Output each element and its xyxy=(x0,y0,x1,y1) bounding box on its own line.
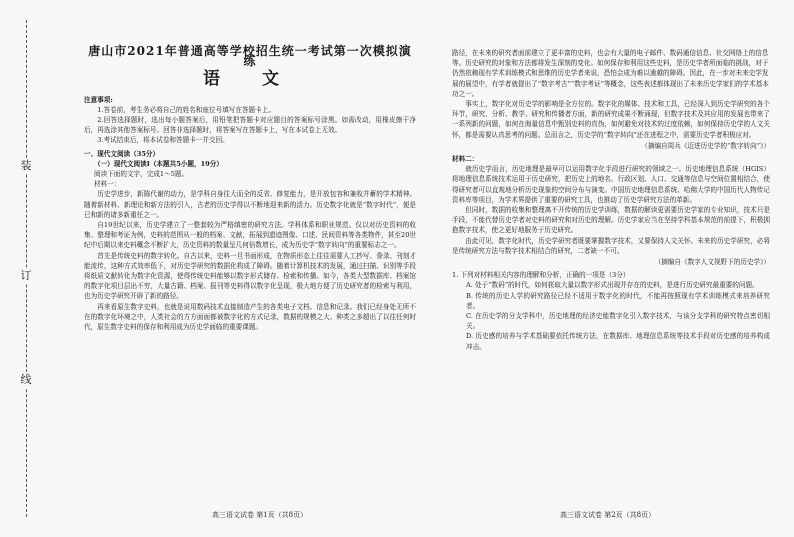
binding-mark: 线 xyxy=(18,372,34,388)
reading-instruction: 阅读下面的文字，完成1～5题。 xyxy=(94,170,189,179)
answer-option: D. 历史感的培养与学术基础要依托传统方法，在数据库、地理信息系统等技术手段对历史感的培养构成冲击。 xyxy=(466,332,770,351)
body-paragraph: 但同时，数据的收集和整理离不开传统的历史学训练，数据的解读更需要历史学家的专业知识，技术只是手段，不能代替历史学者对史料的研究和对历史的理解。历史学家应当在坚持学科基本规范的前提下，积极拥抱数字技术，使之更好地服务于历史研究。 xyxy=(452,206,770,235)
answer-option: A. 处于“数码”的时代，如何获取大量以数字形式出现并存在的史料，是进行历史研究最重要的问题。 xyxy=(466,281,759,290)
notice-heading: 注意事项: xyxy=(84,95,113,104)
notice-item: 2.回答选择题时，选出每小题答案后，用铅笔把答题卡对应题目的答案标号涂黑。如需改动，用橡皮擦干净后，再选涂其他答案标号。回答非选择题时，将答案写在答题卡上，写在本试卷上无效。 xyxy=(84,116,416,135)
section-heading: 一、现代文阅读（35分） xyxy=(84,149,160,158)
subsection-heading: （一）现代文阅读Ⅰ（本题共5小题，19分） xyxy=(94,159,223,168)
body-paragraph: 事实上，数字化对历史学的影响是全方位的。数字化的媒体、技术和工具，已经深入到历史学研究的各个环节，研究、分析、教学、研究和传播者方面，新的研究成果不断涌现，但数字技术及其应用的发展也带来了一系列新的问题，如何在海量信息中甄别史料的真伪，如何避免对技术的过度依赖，如何保持历史学的人文关怀，都是需要认真思考的问题。总而言之，历史学的“数字转向”还在进程之中，需要历史学者积极应对。 xyxy=(452,100,770,139)
exam-title: 唐山市2021年普通高等学校招生统一考试第一次模拟演练 xyxy=(88,44,412,69)
notice-item: 3.考试结束后，将本试卷和答题卡一并交回。 xyxy=(97,136,229,145)
source-citation: （摘编自周兵《迈进历史学的“数字转向”》） xyxy=(641,141,770,150)
binding-margin xyxy=(0,0,52,537)
answer-option: B. 传统的历史人学的研究路径已经不适用于数字化的时代，不能再按照现有学术训练模式来培养研究者。 xyxy=(466,291,770,310)
body-paragraph: 路径，在未来的研究者面前建立了更丰富的史料，也会有大量的电子邮件、数码通信信息、社交网络上的信息等。历史研究的对象和方法都将发生深刻的变化。如何保存和利用这些史料，是历史学者所面临的挑战，对于仍然依赖现有学术训练模式和思维的历史学者来说，恐怕会成为难以逾越的障碍。因此，在一步对未来史学发展的展望中，有学者就提出了“数字考古”“数字考证”等概念，这些表述都体现出了未来历史学家们的学术基本功之一。 xyxy=(452,49,769,98)
question-stem: 1. 下列对材料相关内容的理解和分析，正确的一项是（3分） xyxy=(452,271,630,280)
body-paragraph: 由此可见，数字化时代，历史学研究者既要掌握数字技术，又要保持人文关怀。未来的历史学研究，必将是传统研究方法与数字技术相结合的研究，二者缺一不可。 xyxy=(452,236,770,255)
binding-mark: 订 xyxy=(18,268,34,284)
exam-subject: 语 文 xyxy=(203,69,297,90)
page-footer: 高三语文试卷 第1页（共8页） xyxy=(212,511,308,519)
body-paragraph: 就历史学而言，历史地理是最早可以运用数字化手段进行研究的领域之一。历史地理信息系统（HGIS）将地理信息系统技术运用于历史研究，把历史上的地名、行政区划、人口、交通等信息与空间位置相结合，使得研究者可以直观地分析历史现象的空间分布与演变。中国历史地理信息系统、哈佛大学的中国历代人物传记资料库等项目，为学术界提供了重要的研究工具，也推动了历史学研究方法的革新。 xyxy=(452,165,770,204)
binding-mark: 装 xyxy=(18,158,34,174)
body-paragraph: 首先是传统史料的数字转化。自古以来，史料一旦书面形成，在物质形态上往往需要人工抄写、誊录、刊刻才能流传，这种方式效率低下，对历史学研究的数据化构成了障碍。随着计算机技术的发展，通过扫描、识别等手段将纸质文献转化为数字化资源，使得传统史料能够以数字形式储存、检索和传播。如今，各类大型数据库、档案馆的数字化项目层出不穷，大量古籍、档案、报刊等史料得以数字化呈现，极大地方便了历史研究者的检索与利用，也为历史学研究开辟了新的路径。 xyxy=(84,251,416,301)
body-paragraph: 自19世纪以来，历史学建立了一整套较为严格缜密的研究方法。学科体系和职业规范。仅以对历史资料的收集、整理和考证为例，史料的范围从一般的档案、文献，拓展到遗迹图像、口述、民间资料等各类物件，甚至20世纪中后期以来史料概念不断扩大，历史资料的数量呈几何倍数增长，成为历史学“数字转向”的重要标志之一。 xyxy=(84,221,416,250)
material-label: 材料一： xyxy=(94,180,121,189)
page-footer: 高三语文试卷 第2页（共8页） xyxy=(560,511,656,519)
notice-item: 1.答卷前，考生务必将自己的姓名和座位号填写在答题卡上。 xyxy=(97,105,275,114)
right-column xyxy=(452,48,770,352)
answer-option: C. 在历史学的分支学科中，历史地理的经济史能数字化引入数字技术，与该分支学科的研究特点密切相关。 xyxy=(466,312,770,331)
source-citation: （摘编自《数字人文视野下的历史学》） xyxy=(654,258,770,267)
body-paragraph: 历史学进步，新陈代谢的动力，是学科自身往大而全的反省、修复能力，是开放包容和兼收并蓄的学术精神。随着新材料、新理论和新方法的引入，古老的历史学得以不断地迎来新的活力。历史数字化就是“数字时代”，便是已和新的诸多新重任之一。 xyxy=(84,190,416,219)
left-column xyxy=(84,40,416,332)
body-paragraph: 再来看原生数字史料，也就是说用数码技术直接制造产生的各类电子文档、信息和记录。我们已经身处无所不在的数字化环境之中，人类社会的方方面面都被数字化的方式记录，数据的规模之大、种类之多超出了以往任何时代，原生数字史料的保存和利用成为历史学面临的重要课题。 xyxy=(84,302,416,332)
material-label: 材料二： xyxy=(452,155,479,164)
